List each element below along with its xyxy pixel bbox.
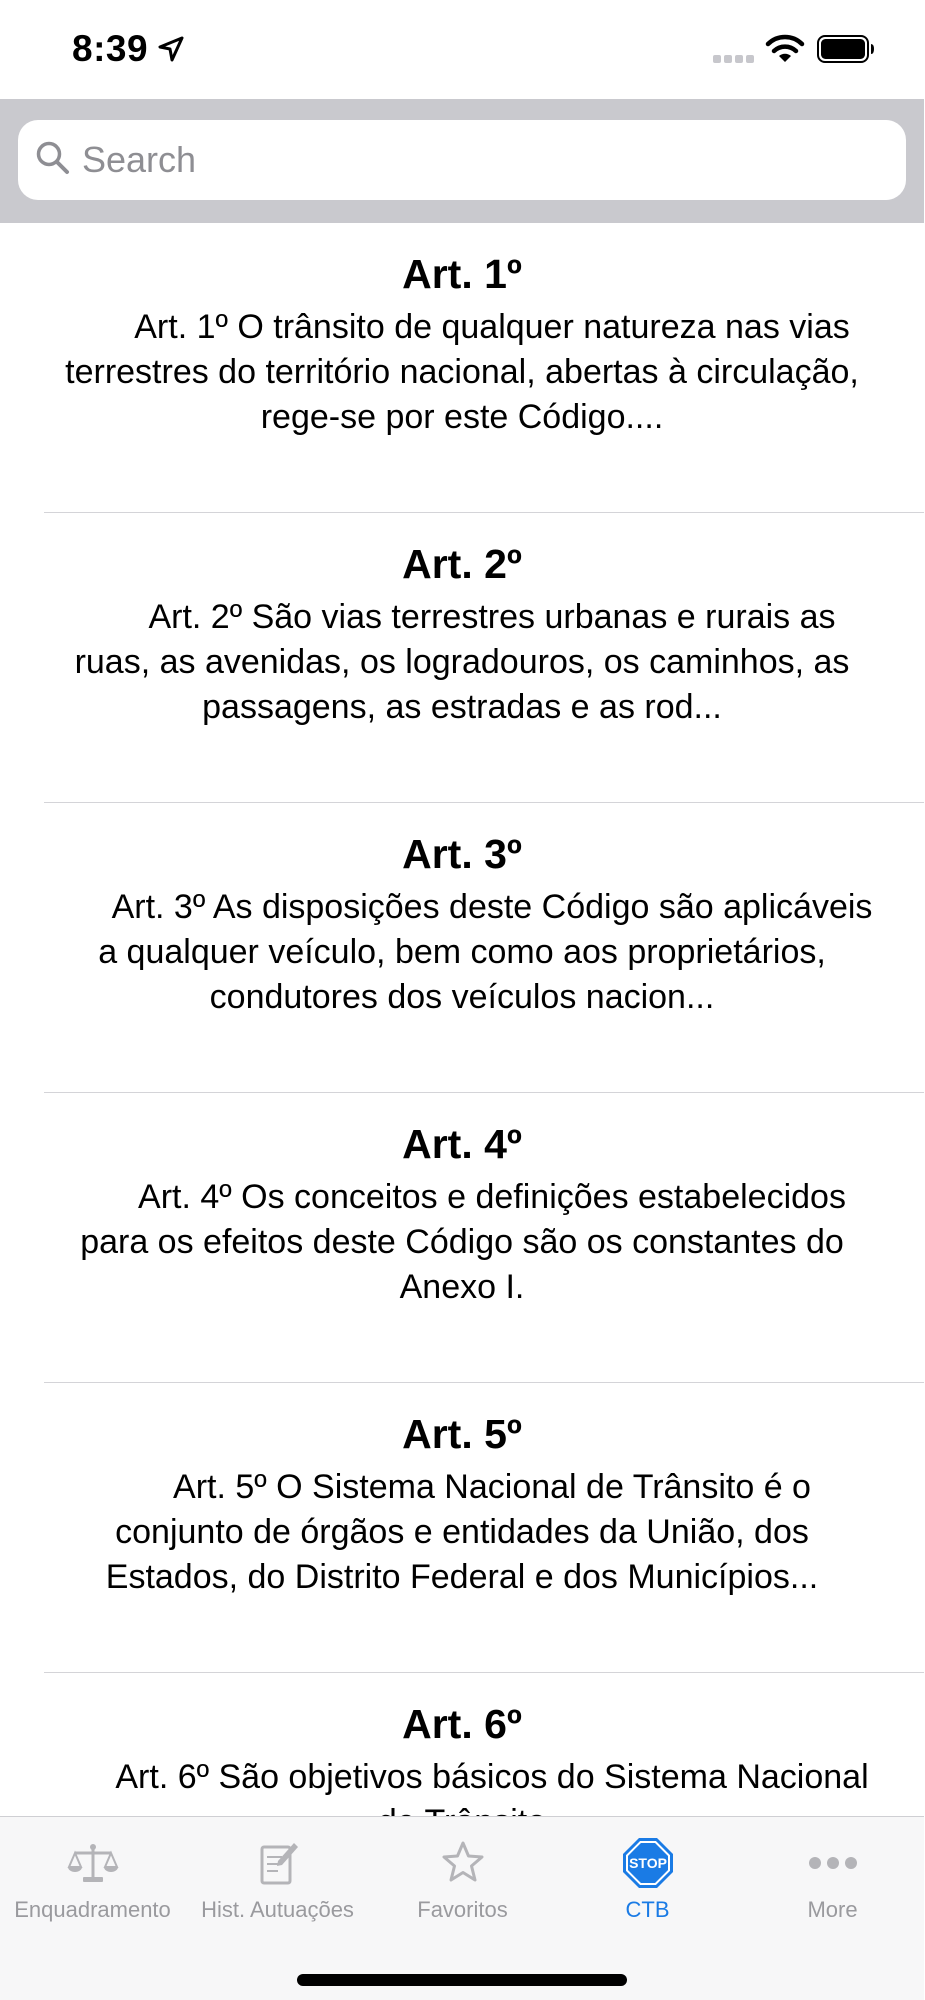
tab-label: Hist. Autuações — [201, 1897, 354, 1922]
wifi-icon — [765, 34, 805, 64]
article-title: Art. 3º — [402, 831, 522, 877]
tab-hist-autuacoes[interactable] — [185, 1817, 370, 1927]
location-icon — [158, 36, 184, 62]
tab-ctb[interactable] — [555, 1817, 740, 1927]
tab-enquadramento[interactable] — [0, 1817, 185, 1927]
list-item[interactable] — [0, 223, 924, 513]
stop-sign-icon — [620, 1835, 676, 1891]
star-icon — [435, 1835, 491, 1891]
search-icon — [35, 140, 71, 176]
list-item[interactable] — [0, 1383, 924, 1673]
battery-icon — [817, 35, 875, 63]
article-title: Art. 4º — [402, 1121, 522, 1167]
list-item[interactable] — [0, 513, 924, 803]
search-field[interactable] — [18, 120, 906, 200]
svg-text:STOP: STOP — [628, 1855, 667, 1871]
status-time: 8:39 — [72, 28, 149, 69]
home-indicator[interactable] — [297, 1974, 627, 1986]
article-title: Art. 1º — [402, 251, 522, 297]
scales-icon — [65, 1835, 121, 1891]
article-preview: Art. 2º São vias terrestres urbanas e rurais as ruas, as avenidas, os logradouros, os caminhos, as passagens, as estradas e as rod... — [74, 598, 850, 726]
edit-document-icon — [250, 1835, 306, 1891]
tab-bar — [0, 1816, 924, 2000]
search-input[interactable] — [82, 120, 882, 200]
article-preview: Art. 5º O Sistema Nacional de Trânsito é o conjunto de órgãos e entidades da União, dos Estados, do Distrito Federal e dos Municípios... — [105, 1468, 819, 1596]
search-bar — [0, 99, 924, 223]
tab-label: Enquadramento — [14, 1897, 171, 1922]
list-item[interactable] — [0, 1093, 924, 1383]
article-preview: Art. 3º As disposições deste Código são aplicáveis a qualquer veículo, bem como aos proprietários, condutores dos veículos nacion... — [98, 888, 873, 1016]
tab-label: Favoritos — [417, 1897, 508, 1922]
status-bar — [0, 0, 924, 99]
article-list — [0, 223, 924, 1816]
list-item[interactable] — [0, 803, 924, 1093]
tab-more[interactable] — [740, 1817, 925, 1927]
article-title: Art. 5º — [402, 1411, 522, 1457]
tab-label: More — [807, 1897, 858, 1922]
tab-favoritos[interactable] — [370, 1817, 555, 1927]
article-preview: Art. 1º O trânsito de qualquer natureza nas vias terrestres do território nacional, abertas à circulação, rege-se por este Código.... — [65, 308, 859, 436]
article-preview: Art. 6º São objetivos básicos do Sistema Nacional — [115, 1758, 869, 1796]
article-preview: Art. 4º Os conceitos e definições estabelecidos para os efeitos deste Código são os constantes do Anexo I. — [80, 1178, 846, 1306]
signal-icon — [713, 55, 755, 63]
tab-label: CTB — [625, 1897, 670, 1922]
more-icon — [805, 1835, 861, 1891]
article-title: Art. 6º — [402, 1701, 522, 1747]
article-title: Art. 2º — [402, 541, 522, 587]
